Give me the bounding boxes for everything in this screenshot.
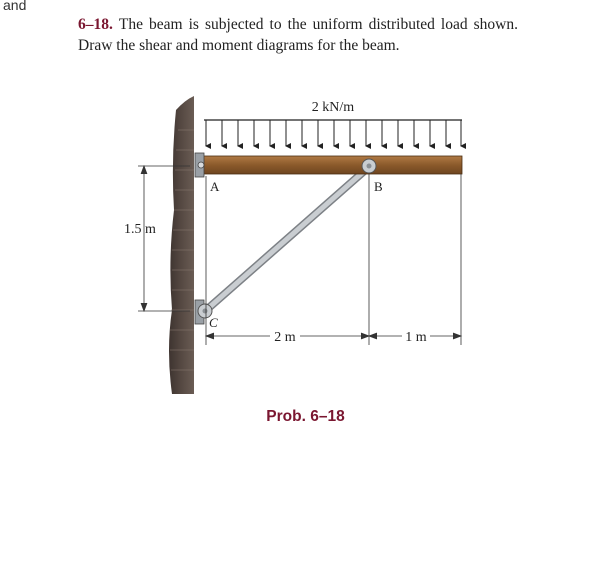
span-ab-label: 2 m	[274, 330, 296, 345]
label-c: C	[209, 315, 218, 330]
strut-cb	[204, 166, 370, 312]
problem-number: 6–18.	[78, 16, 113, 33]
figure-caption: Prob. 6–18	[266, 408, 345, 425]
label-b: B	[374, 179, 383, 194]
overhang-label: 1 m	[405, 330, 427, 345]
beam	[196, 156, 462, 174]
label-a: A	[210, 179, 220, 194]
problem-text: The beam is subjected to the uniform distributed load shown. Draw the shear and moment diagrams for the beam.	[78, 16, 518, 54]
support-a	[195, 153, 204, 177]
distributed-load	[204, 120, 462, 146]
pin-b	[362, 159, 376, 173]
wall	[169, 96, 194, 394]
load-label: 2 kN/m	[311, 100, 355, 115]
stray-text: and	[3, 0, 27, 13]
height-label: 1.5 m	[124, 222, 156, 237]
